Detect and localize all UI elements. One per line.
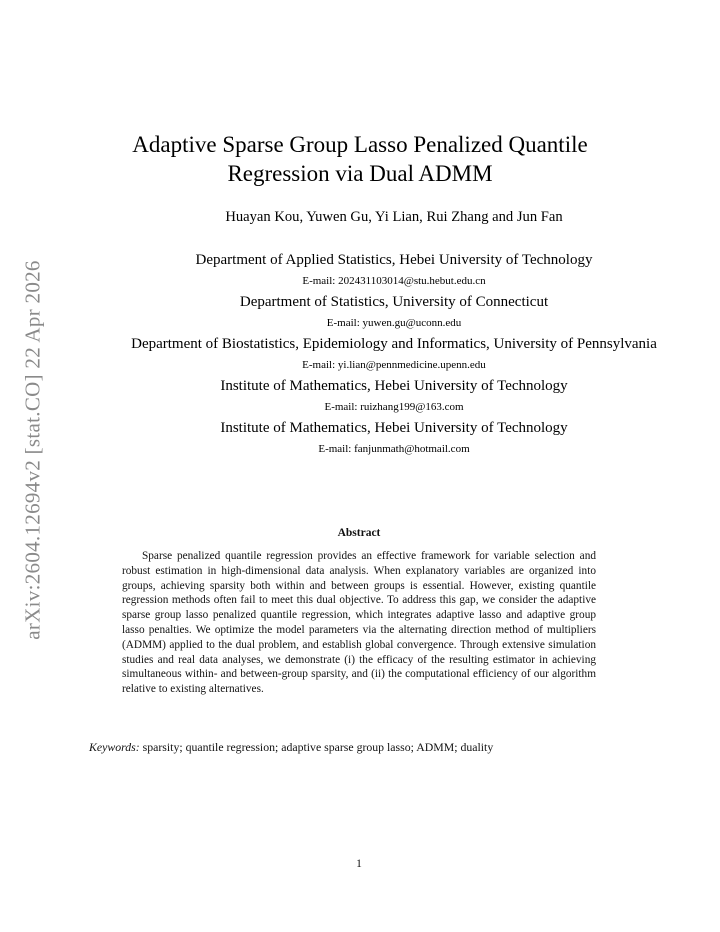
- title-line-1: Adaptive Sparse Group Lasso Penalized Quantile: [132, 132, 588, 157]
- affiliation-name: Institute of Mathematics, Hebei University of Technology: [220, 420, 568, 436]
- affiliation-name: Department of Applied Statistics, Hebei University of Technology: [195, 252, 593, 268]
- affiliation-name: Institute of Mathematics, Hebei University of Technology: [220, 378, 568, 394]
- affiliation-email: E-mail: ruizhang199@163.com: [324, 401, 464, 413]
- paper-title: [0, 130, 720, 188]
- affiliation-name: Department of Statistics, University of Connecticut: [239, 294, 549, 310]
- arxiv-identifier-stamp: arXiv:2604.12694v2 [stat.CO] 22 Apr 2026: [20, 260, 45, 640]
- affiliation-email: E-mail: yi.lian@pennmedicine.upenn.edu: [302, 359, 486, 371]
- keywords-line: [89, 740, 493, 755]
- keywords-text: sparsity; quantile regression; adaptive sparse group lasso; ADMM; duality: [142, 740, 494, 754]
- affiliation-email: E-mail: yuwen.gu@uconn.edu: [326, 317, 462, 329]
- title-line-2: Regression via Dual ADMM: [227, 161, 493, 186]
- affiliation-list: [0, 250, 720, 460]
- keywords-label: Keywords:: [89, 740, 140, 754]
- abstract-body: Sparse penalized quantile regression provides an effective framework for variable selection and robust estimation in high-dimensional data analysis. When explanatory variables are organized into groups, achieving sparsity both within and between groups is essential. However, existing quantile regression methods often fail to meet this dual objective. To address this gap, we consider the adaptive sparse group lasso penalized quantile regression, which integrates adaptive lasso and adaptive group lasso penalties. We optimize the model parameters via the alternating direction method of multipliers (ADMM) applied to the dual problem, and establish global convergence. Through extensive simulation studies and real data analyses, we demonstrate (i) the efficacy of the resulting estimator in achieving simultaneous within- and between-group sparsity, and (ii) the computational efficiency of our algorithm relative to existing alternatives.: [122, 550, 596, 696]
- page-number: 1: [356, 858, 362, 870]
- affiliation-email: E-mail: fanjunmath@hotmail.com: [318, 443, 470, 455]
- abstract-heading: Abstract: [337, 527, 381, 539]
- affiliation-email: E-mail: 202431103014@stu.hebut.edu.cn: [302, 275, 486, 287]
- affiliation-name: Department of Biostatistics, Epidemiology and Informatics, University of Pennsylvania: [131, 336, 657, 352]
- author-list: Huayan Kou, Yuwen Gu, Yi Lian, Rui Zhang and Jun Fan: [225, 209, 563, 225]
